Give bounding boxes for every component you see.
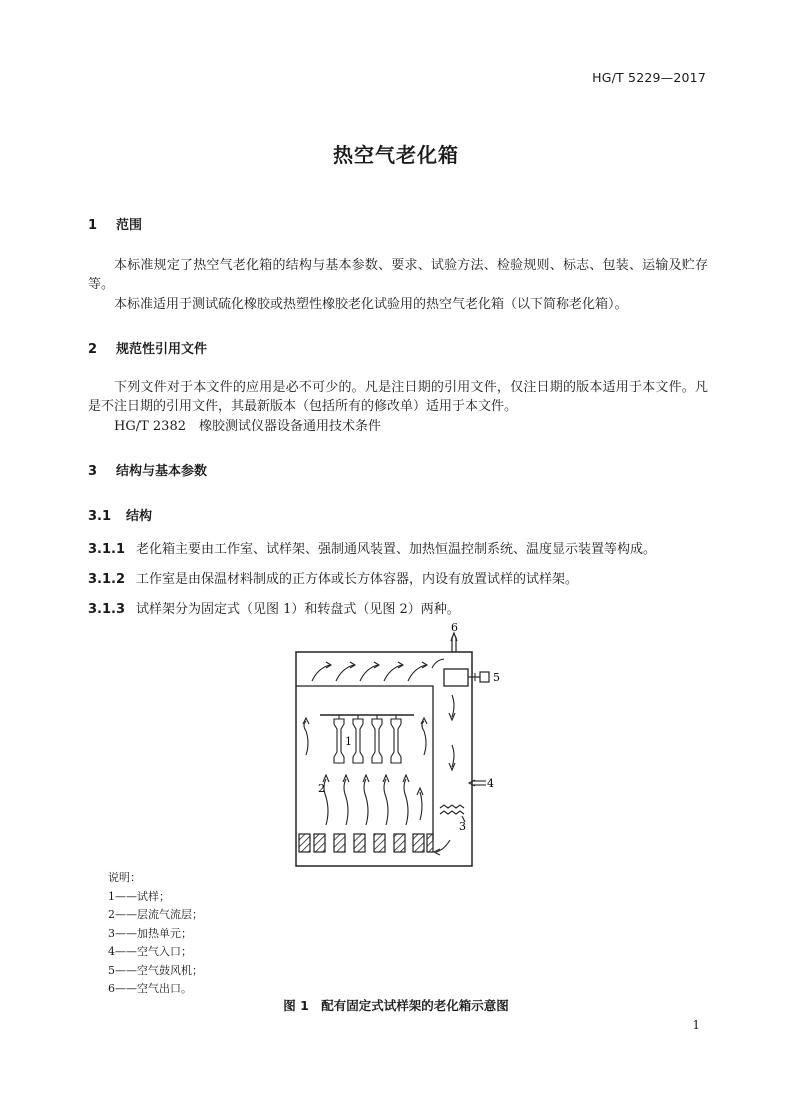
section-3-1-heading bbox=[88, 505, 152, 524]
figure-caption: 图 1 配有固定式试样架的老化箱示意图 bbox=[283, 998, 509, 1013]
clause-number: 3.1.3 bbox=[88, 602, 126, 617]
section-3-heading bbox=[88, 460, 207, 479]
clause-text: 试样架分为固定式（见图 1）和转盘式（见图 2）两种。 bbox=[136, 602, 460, 617]
label-3: 3 bbox=[459, 820, 466, 833]
clause-number: 3.1.2 bbox=[88, 572, 126, 587]
blower-box bbox=[444, 669, 468, 686]
legend-title: 说明： bbox=[108, 871, 141, 884]
clause-text: 老化箱主要由工作室、试样架、强制通风装置、加热恒温控制系统、温度显示装置等构成。 bbox=[136, 542, 657, 557]
section-2-heading bbox=[88, 338, 207, 357]
section-number: 2 bbox=[88, 342, 98, 357]
label-4: 4 bbox=[487, 777, 494, 790]
section-1-heading bbox=[88, 214, 142, 233]
legend-item: 5——空气鼓风机； bbox=[108, 963, 203, 977]
clause-number: 3.1.1 bbox=[88, 542, 126, 557]
section-number: 3.1 bbox=[88, 509, 112, 524]
aging-oven-diagram bbox=[0, 615, 792, 870]
reference-item: HG/T 2382 橡胶测试仪器设备通用技术条件 bbox=[114, 419, 381, 434]
label-2: 2 bbox=[318, 782, 325, 795]
page-number: 1 bbox=[692, 1018, 700, 1032]
section-title: 范围 bbox=[116, 218, 143, 233]
standard-number: HG/T 5229—2017 bbox=[592, 70, 706, 85]
section-title: 结构与基本参数 bbox=[116, 464, 208, 479]
inner-duct bbox=[296, 686, 433, 840]
figure-legend bbox=[108, 869, 203, 999]
legend-item: 1——试样； bbox=[108, 889, 170, 903]
label-6: 6 bbox=[451, 621, 458, 634]
legend-item: 3——加热单元； bbox=[108, 926, 192, 940]
clause-text: 工作室是由保温材料制成的正方体或长方体容器，内设有放置试样的试样架。 bbox=[136, 572, 579, 587]
section-title: 规范性引用文件 bbox=[116, 342, 208, 357]
scope-paragraph-1: 本标准规定了热空气老化箱的结构与基本参数、要求、试验方法、检验规则、标志、包装、运输及贮存等。 bbox=[88, 258, 708, 292]
air-outlet-arrow bbox=[451, 633, 457, 641]
section-title: 结构 bbox=[126, 509, 153, 524]
clause-3-1-1 bbox=[88, 538, 656, 557]
blower-motor bbox=[480, 672, 489, 682]
legend-item: 6——空气出口。 bbox=[108, 982, 192, 995]
section-number: 1 bbox=[88, 218, 98, 233]
legend-item: 2——层流气流层； bbox=[108, 908, 203, 921]
section-number: 3 bbox=[88, 464, 98, 479]
label-1: 1 bbox=[345, 735, 352, 748]
document-title: 热空气老化箱 bbox=[333, 143, 459, 167]
top-airflow-arrows bbox=[312, 659, 444, 681]
scope-paragraph-2: 本标准适用于测试硫化橡胶或热塑性橡胶老化试验用的热空气老化箱（以下简称老化箱）。 bbox=[114, 297, 628, 312]
clause-3-1-2 bbox=[88, 568, 578, 587]
bottom-baffles bbox=[299, 834, 433, 852]
references-paragraph: 下列文件对于本文件的应用是必不可少的。凡是注日期的引用文件，仅注日期的版本适用于本文件。凡是不注日期的引用文件，其最新版本（包括所有的修改单）适用于本文件。 bbox=[88, 380, 708, 414]
legend-item: 4——空气入口； bbox=[108, 945, 192, 958]
label-5: 5 bbox=[493, 671, 500, 684]
